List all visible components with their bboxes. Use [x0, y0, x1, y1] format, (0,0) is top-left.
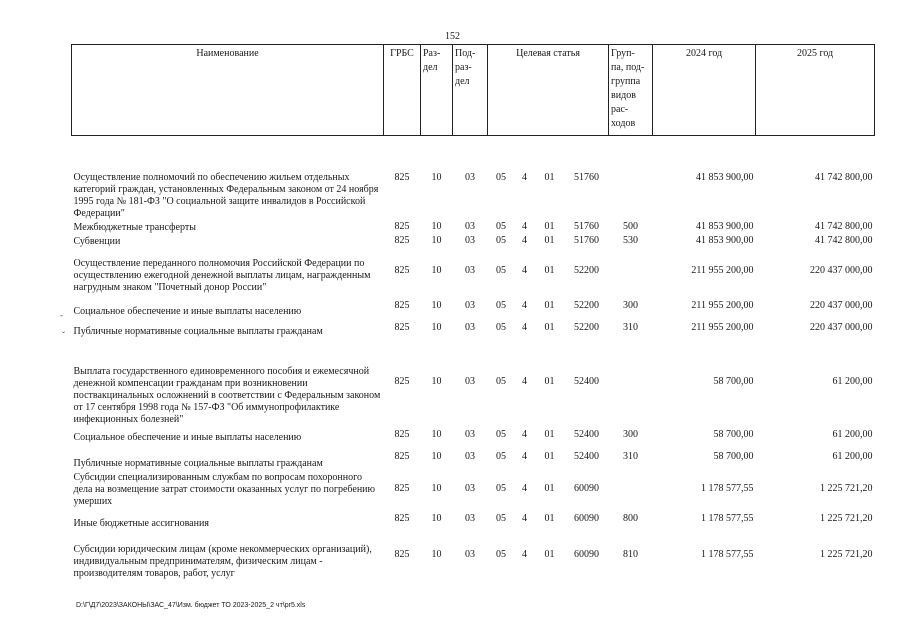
- cell-group: [609, 136, 653, 220]
- cell-t3: 01: [544, 264, 555, 276]
- cell-name: Иные бюджетные ассигнования: [73, 517, 209, 529]
- cell-grbs: 825: [394, 450, 410, 462]
- cell-y2025: 41 742 800,00: [815, 171, 873, 183]
- table-row: [72, 426, 875, 444]
- cell-t4: 60090: [574, 548, 600, 560]
- cell-t2: 4: [522, 428, 527, 440]
- cell-t2: 4: [522, 171, 527, 183]
- cell-t1: 05: [496, 234, 506, 246]
- cell-t2: 4: [522, 220, 527, 232]
- cell-razdel: 10: [431, 450, 442, 462]
- cell-t2: 4: [522, 450, 527, 462]
- cell-t1: 05: [496, 220, 506, 232]
- table-row: [72, 318, 875, 338]
- cell-group: 810: [623, 548, 639, 560]
- cell-t2: 4: [522, 264, 527, 276]
- cell-razdel: 10: [431, 234, 442, 246]
- cell-grbs: 825: [394, 264, 410, 276]
- cell-group: [609, 470, 653, 508]
- cell-t4: 51760: [574, 220, 600, 232]
- cell-podrazdel: 03: [465, 220, 475, 232]
- cell-t4: 51760: [574, 171, 600, 183]
- cell-t2: 4: [522, 548, 527, 560]
- scan-mark: ˇ: [62, 330, 65, 340]
- cell-group: 310: [623, 321, 639, 333]
- cell-name: Публичные нормативные социальные выплаты гражданам: [73, 457, 323, 469]
- cell-y2025: 61 200,00: [832, 450, 873, 462]
- cell-t2: 4: [522, 299, 527, 311]
- cell-t3: 01: [544, 482, 555, 494]
- cell-y2025: 1 225 721,20: [820, 482, 873, 494]
- cell-razdel: 10: [431, 171, 442, 183]
- cell-group: 800: [623, 512, 639, 524]
- cell-t3: 01: [544, 299, 555, 311]
- cell-razdel: 10: [431, 512, 442, 524]
- cell-t3: 01: [544, 234, 555, 246]
- cell-podrazdel: 03: [465, 299, 475, 311]
- cell-group: 310: [623, 450, 639, 462]
- cell-group: 300: [623, 299, 639, 311]
- cell-t3: 01: [544, 428, 555, 440]
- cell-group: [609, 338, 653, 426]
- cell-name: Выплата государственного единовременного пособия и ежемесячной денежной компенсации гражданам при возникновении поствакцинальных осложнений в соответствии с Федеральным законом от 17 сентября 1998 года № 157-ФЗ "Об иммунопрофилактике инфекционных болезней": [73, 365, 381, 425]
- footer-file-path: D:\Г\Д7\2023\ЗАКОНЫ\ЗАС_47\Изм. бюджет ТО 2023-2025_2 чт\pr5.xls: [76, 602, 306, 609]
- cell-y2024: 1 178 577,55: [701, 548, 754, 560]
- cell-t1: 05: [496, 428, 506, 440]
- table-body: [72, 136, 875, 580]
- cell-grbs: 825: [394, 548, 410, 560]
- cell-t4: 60090: [574, 482, 600, 494]
- cell-name: Субсидии специализированным службам по вопросам похоронного дела на возмещение затрат стоимости оказанных услуг по погребению умерших: [73, 471, 375, 507]
- cell-t1: 05: [496, 450, 506, 462]
- cell-t4: 52400: [574, 375, 600, 387]
- cell-t4: 52200: [574, 264, 600, 276]
- cell-t1: 05: [496, 482, 506, 494]
- cell-podrazdel: 03: [465, 264, 475, 276]
- cell-t4: 52200: [574, 299, 600, 311]
- cell-y2025: 220 437 000,00: [810, 321, 873, 333]
- cell-podrazdel: 03: [465, 450, 475, 462]
- cell-t2: 4: [522, 512, 527, 524]
- cell-t4: 52400: [574, 428, 600, 440]
- header-razdel: Раз- дел: [421, 45, 453, 136]
- cell-razdel: 10: [431, 299, 442, 311]
- cell-y2025: 220 437 000,00: [810, 264, 873, 276]
- cell-y2024: 1 178 577,55: [701, 512, 754, 524]
- cell-group: 530: [623, 234, 639, 246]
- cell-grbs: 825: [394, 482, 410, 494]
- cell-t4: 52400: [574, 450, 600, 462]
- cell-grbs: 825: [394, 171, 410, 183]
- cell-y2024: 41 853 900,00: [696, 220, 754, 232]
- header-2024: 2024 год: [653, 45, 756, 136]
- cell-grbs: 825: [394, 512, 410, 524]
- cell-podrazdel: 03: [465, 321, 475, 333]
- cell-grbs: 825: [394, 375, 410, 387]
- cell-name: Социальное обеспечение и иные выплаты населению: [73, 431, 302, 443]
- cell-y2025: 1 225 721,20: [820, 512, 873, 524]
- table-row: [72, 338, 875, 426]
- cell-y2024: 58 700,00: [713, 450, 754, 462]
- cell-y2024: 58 700,00: [713, 428, 754, 440]
- table-row: [72, 470, 875, 508]
- cell-t1: 05: [496, 321, 506, 333]
- cell-t3: 01: [544, 220, 555, 232]
- cell-name: Субвенции: [73, 235, 121, 247]
- cell-name: Осуществление полномочий по обеспечению жильем отдельных категорий граждан, установленных Федеральным законом от 24 ноября 1995 года № 181-ФЗ "О социальной защите инвалидов в Российской Федерации": [73, 171, 379, 219]
- table-row: [72, 136, 875, 220]
- cell-name: Осуществление переданного полномочия Российской Федерации по осуществлению ежегодной денежной выплаты лицам, награжденным нагрудным знаком "Почетный донор России": [73, 257, 371, 293]
- cell-t2: 4: [522, 234, 527, 246]
- cell-y2025: 61 200,00: [832, 375, 873, 387]
- cell-razdel: 10: [431, 482, 442, 494]
- cell-t1: 05: [496, 264, 506, 276]
- cell-t2: 4: [522, 321, 527, 333]
- cell-y2024: 41 853 900,00: [696, 234, 754, 246]
- cell-podrazdel: 03: [465, 512, 475, 524]
- cell-grbs: 825: [394, 220, 410, 232]
- cell-y2024: 41 853 900,00: [696, 171, 754, 183]
- table-row: [72, 220, 875, 234]
- cell-t3: 01: [544, 512, 555, 524]
- header-name: Наименование: [72, 45, 384, 136]
- cell-t3: 01: [544, 450, 555, 462]
- cell-y2025: 220 437 000,00: [810, 299, 873, 311]
- cell-name: Межбюджетные трансферты: [73, 221, 196, 233]
- cell-group: 500: [623, 220, 639, 232]
- cell-t3: 01: [544, 375, 555, 387]
- cell-t4: 51760: [574, 234, 600, 246]
- cell-y2024: 211 955 200,00: [691, 321, 754, 333]
- cell-podrazdel: 03: [465, 482, 475, 494]
- cell-t2: 4: [522, 482, 527, 494]
- cell-grbs: 825: [394, 299, 410, 311]
- header-grbs: ГРБС: [384, 45, 421, 136]
- cell-group: [609, 248, 653, 294]
- cell-grbs: 825: [394, 428, 410, 440]
- cell-y2025: 41 742 800,00: [815, 220, 873, 232]
- cell-y2024: 58 700,00: [713, 375, 754, 387]
- cell-y2024: 211 955 200,00: [691, 264, 754, 276]
- cell-grbs: 825: [394, 234, 410, 246]
- cell-name: Субсидии юридическим лицам (кроме некоммерческих организаций), индивидуальным предпринимателям, физическим лицам - производителям товаров, работ, услуг: [73, 543, 372, 579]
- cell-y2024: 211 955 200,00: [691, 299, 754, 311]
- table-row: [72, 234, 875, 248]
- cell-podrazdel: 03: [465, 375, 475, 387]
- budget-table: [71, 44, 875, 580]
- table-header-row: [72, 45, 875, 136]
- cell-t3: 01: [544, 548, 555, 560]
- cell-razdel: 10: [431, 264, 442, 276]
- cell-t1: 05: [496, 171, 506, 183]
- cell-name: Социальное обеспечение и иные выплаты населению: [73, 305, 302, 317]
- cell-t3: 01: [544, 321, 555, 333]
- cell-podrazdel: 03: [465, 171, 475, 183]
- cell-y2025: 61 200,00: [832, 428, 873, 440]
- cell-razdel: 10: [431, 375, 442, 387]
- cell-t1: 05: [496, 512, 506, 524]
- cell-name: Публичные нормативные социальные выплаты гражданам: [73, 325, 323, 337]
- scan-mark: -: [60, 310, 63, 320]
- cell-t2: 4: [522, 375, 527, 387]
- table-row: [72, 294, 875, 318]
- cell-t4: 52200: [574, 321, 600, 333]
- cell-podrazdel: 03: [465, 234, 475, 246]
- cell-t1: 05: [496, 299, 506, 311]
- header-podrazdel: Под- раз- дел: [453, 45, 488, 136]
- cell-y2024: 1 178 577,55: [701, 482, 754, 494]
- cell-razdel: 10: [431, 321, 442, 333]
- cell-t1: 05: [496, 548, 506, 560]
- page-number: 152: [445, 31, 460, 42]
- table-row: [72, 248, 875, 294]
- table-row: [72, 444, 875, 470]
- table-row: [72, 508, 875, 530]
- cell-t4: 60090: [574, 512, 600, 524]
- cell-grbs: 825: [394, 321, 410, 333]
- table-row: [72, 530, 875, 580]
- cell-razdel: 10: [431, 428, 442, 440]
- header-group: Груп- па, под- группа видов рас- ходов: [609, 45, 653, 136]
- header-target: Целевая статья: [488, 45, 609, 136]
- cell-podrazdel: 03: [465, 548, 475, 560]
- cell-t3: 01: [544, 171, 555, 183]
- cell-podrazdel: 03: [465, 428, 475, 440]
- header-2025: 2025 год: [756, 45, 875, 136]
- cell-y2025: 1 225 721,20: [820, 548, 873, 560]
- cell-y2025: 41 742 800,00: [815, 234, 873, 246]
- cell-t1: 05: [496, 375, 506, 387]
- cell-group: 300: [623, 428, 639, 440]
- cell-razdel: 10: [431, 548, 442, 560]
- cell-razdel: 10: [431, 220, 442, 232]
